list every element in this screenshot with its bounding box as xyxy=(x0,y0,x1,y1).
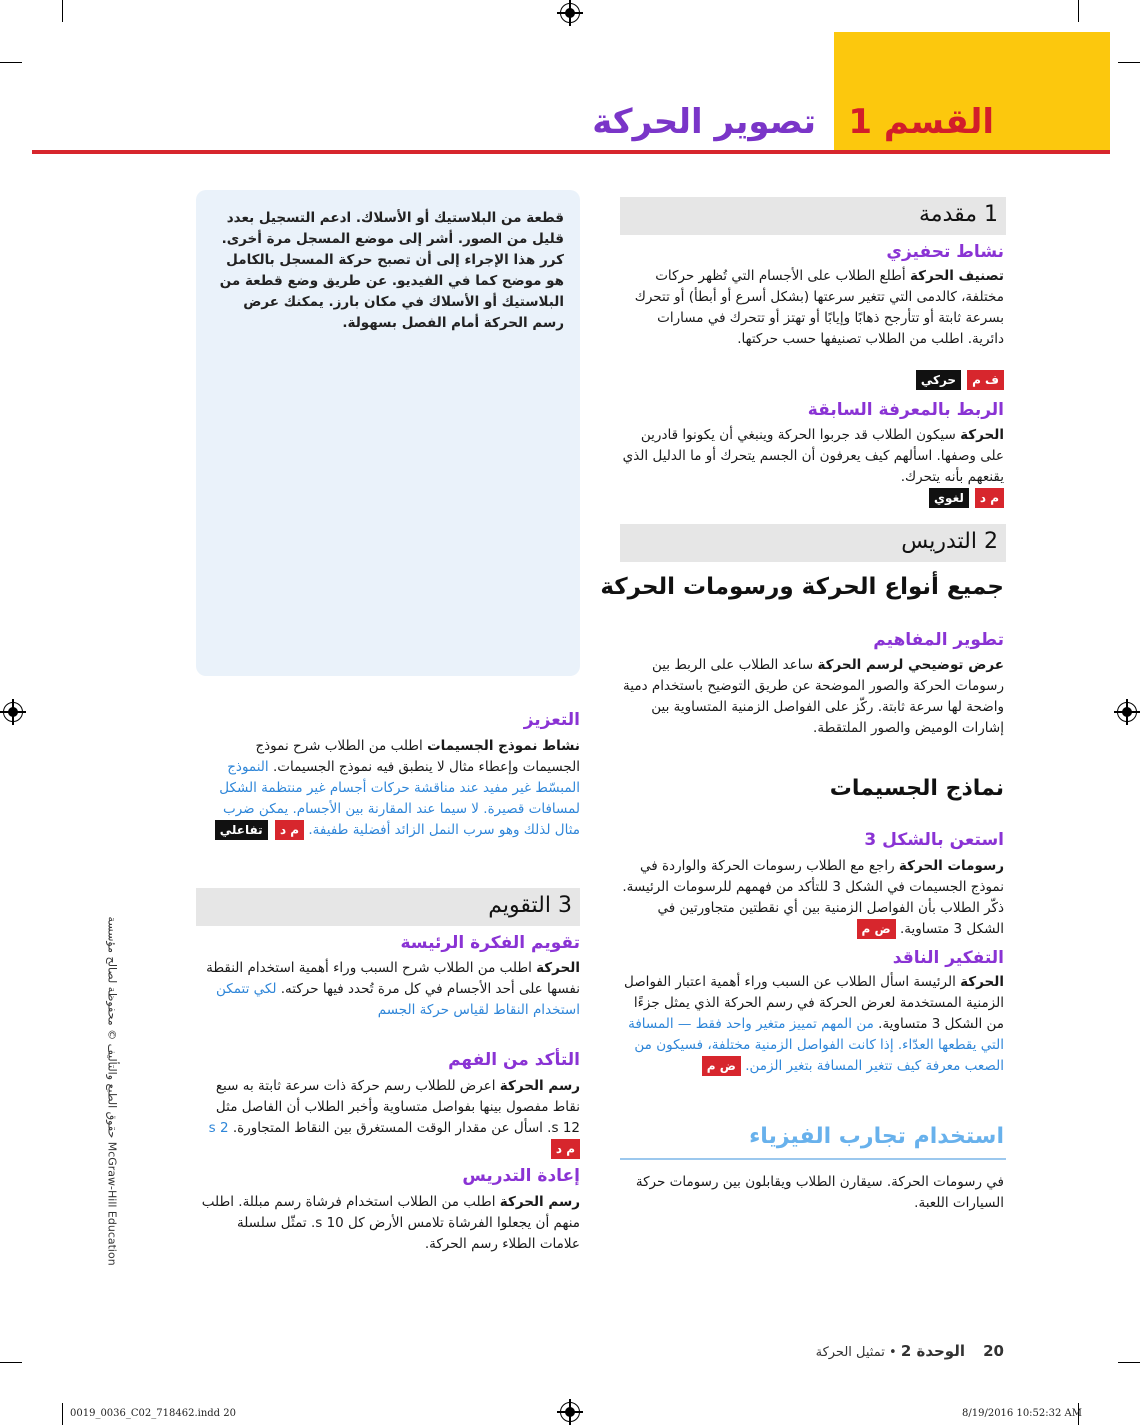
concept-lead: عرض توضيحي لرسم الحركة xyxy=(817,657,1004,673)
activity-heading: نشاط تحفيزي xyxy=(886,242,1004,262)
reinforce-paragraph xyxy=(196,736,580,841)
footer-separator: • xyxy=(889,1345,897,1360)
reteach-paragraph xyxy=(196,1192,580,1255)
reteach-lead: رسم الحركة xyxy=(499,1194,580,1210)
crop-mark xyxy=(62,1403,63,1425)
chapter-label: الوحدة 2 xyxy=(900,1342,965,1360)
badge: لغوي xyxy=(929,488,969,508)
check-paragraph xyxy=(196,1076,580,1160)
lesson-title: تصوير الحركة xyxy=(592,102,816,142)
topic-title: نماذج الجسيمات xyxy=(829,776,1004,801)
registration-mark-icon xyxy=(3,702,23,722)
side-copyright: حقوق الطبع والتأليف © محفوظة لصالح مؤسسة McGraw-Hill Education xyxy=(105,916,119,1266)
activity-lead: تصنيف الحركة xyxy=(909,268,1004,284)
assess-heading: تقويم الفكرة الرئيسة xyxy=(400,933,580,953)
check-text: اعرض للطلاب رسم حركة ذات سرعة ثابتة به سبع نقاط مفصول بينها بفواصل متساوية وأخبر الطلاب أن الفاصل مثل 12 s. اسأل عن مقدار الوقت المستغرق بين النقاط المتجاورة. xyxy=(215,1078,580,1136)
section-title: 3 التقويم xyxy=(488,893,572,918)
figure-heading: استعن بالشكل 3 xyxy=(864,830,1004,850)
note-box xyxy=(196,190,580,676)
assess-lead: الحركة xyxy=(536,960,580,976)
physics-lab-title: استخدام تجارب الفيزياء xyxy=(749,1124,1004,1149)
slug-file: 0019_0036_C02_718462.indd 20 xyxy=(70,1408,236,1419)
section-title: 1 مقدمة xyxy=(918,202,998,227)
prior-knowledge-paragraph xyxy=(620,425,1004,488)
prior-knowledge-text: سيكون الطلاب قد جربوا الحركة وينبغي أن يكونوا قادرين على وصفها. اسألهم كيف يعرفون أن الجسم يتحرك أو ما الدليل الذي يقنعهم بأنه يتحرك. xyxy=(622,427,1004,485)
reinforce-text: اطلب من الطلاب شرح نموذج الجسيمات وإعطاء مثال لا ينطبق فيه نموذج الجسيمات. xyxy=(255,738,580,775)
badge: م د xyxy=(275,820,304,840)
badge: م د xyxy=(975,488,1004,508)
chapter-title: تمثيل الحركة xyxy=(815,1345,885,1360)
critical-answer: من المهم تمييز متغير واحد فقط — المسافة التي يقطعها العدّاء. إذا كانت الفواصل الزمنية مختلفة، فسيكون من الصعب معرفة كيف تتغير المسافة بتغير الزمن. xyxy=(628,1016,1004,1074)
registration-mark-icon xyxy=(560,3,580,23)
critical-lead: الحركة xyxy=(960,974,1004,990)
page-footer xyxy=(816,1342,1004,1360)
section-bar-assess xyxy=(196,888,580,926)
critical-text: الرئيسة اسأل الطلاب عن السبب وراء أهمية اعتبار الفواصل الزمنية المستخدمة لعرض الحركة في رسم الحركة الذي يمثل جزءًا من الشكل 3 متساوية. xyxy=(624,974,1004,1032)
concept-paragraph xyxy=(620,655,1004,739)
concept-text: ساعد الطلاب على الربط بين رسومات الحركة والصور الموضحة عن طريق التوضيح باستخدام دمية واضحة لها سرعة ثابتة. ركّز على الفواصل الزمنية المتساوية بين إشارات الوميض والصور الملتقطة. xyxy=(623,657,1004,736)
physics-lab-rule xyxy=(620,1158,1006,1160)
critical-heading: التفكير الناقد xyxy=(892,948,1004,968)
activity-badges xyxy=(913,370,1004,390)
prior-knowledge-heading: الربط بالمعرفة السابقة xyxy=(807,400,1004,420)
crop-mark xyxy=(1118,62,1140,63)
badge: ض م xyxy=(702,1056,741,1076)
crop-mark xyxy=(1118,1362,1140,1363)
badge: ض م xyxy=(857,919,896,939)
reteach-text: اطلب من الطلاب استخدام فرشاة رسم مبللة. اطلب منهم أن يجعلوا الفرشاة تلامس الأرض كل 10 s. تمثّل سلسلة علامات الطلاء رسم الحركة. xyxy=(201,1194,580,1252)
lesson-label: القسم 1 xyxy=(848,102,994,142)
figure-text: راجع مع الطلاب رسومات الحركة والواردة في نموذج الجسيمات في الشكل 3 للتأكد من فهمهم للرسومات الرئيسة. ذكّر الطلاب بأن الفواصل الزمنية بين أي نقطتين متجاورتين في الشكل 3 متساوية. xyxy=(622,858,1004,937)
check-heading: التأكد من الفهم xyxy=(448,1050,580,1070)
concept-heading: تطوير المفاهيم xyxy=(873,630,1004,650)
section-bar-intro xyxy=(620,197,1006,235)
badge: م د xyxy=(551,1139,580,1159)
page-number: 20 xyxy=(983,1342,1004,1360)
topic-title: جميع أنواع الحركة ورسومات الحركة xyxy=(600,574,1004,600)
check-lead: رسم الحركة xyxy=(499,1078,580,1094)
figure-paragraph xyxy=(620,856,1004,940)
section-bar-teach xyxy=(620,524,1006,562)
check-answer: 2 s xyxy=(208,1120,229,1136)
physics-lab-paragraph: في رسومات الحركة. سيقارن الطلاب ويقابلون بين رسومات حركة السيارات اللعبة. xyxy=(635,1174,1004,1211)
reinforce-heading: التعزيز xyxy=(523,710,580,730)
reinforce-lead: نشاط نموذج الجسيمات xyxy=(427,738,580,754)
crop-mark xyxy=(0,1362,22,1363)
badge: ف م xyxy=(967,370,1004,390)
slug-date: 8/19/2016 10:52:32 AM xyxy=(962,1408,1083,1419)
crop-mark xyxy=(0,62,22,63)
section-title: 2 التدريس xyxy=(901,529,998,554)
badge: تفاعلي xyxy=(215,820,268,840)
assess-answer: لكي تتمكن استخدام النقاط لقياس حركة الجسم xyxy=(215,981,580,1018)
registration-mark-icon xyxy=(1117,702,1137,722)
note-text: قطعة من البلاستيك أو الأسلاك. ادعم التسجيل بعدد قليل من الصور. أشر إلى موضع المسجل مرة أخرى. كرر هذا الإجراء إلى أن تصبح حركة المسجل بالكامل هو موضح كما في الفيديو. عن طريق وضع قطعة من البلاستيك أو الأسلاك في مكان بارز. يمكنك عرض رسم الحركة أمام الفصل بسهولة. xyxy=(219,210,564,331)
badge: حركي xyxy=(916,370,961,390)
activity-text: أطلع الطلاب على الأجسام التي تُظهر حركات مختلفة، كالدمى التي تتغير سرعتها (بشكل أسرع أو أبطأ) أو تتحرك بسرعة ثابتة أو تتأرجح ذهابًا وإيابًا أو تهتز أو تتحرك في مسارات دائرية. اطلب من الطلاب تصنيفها حسب حركتها. xyxy=(634,268,1004,347)
figure-lead: رسومات الحركة xyxy=(898,858,1004,874)
critical-paragraph xyxy=(620,972,1004,1077)
registration-mark-icon xyxy=(560,1402,580,1422)
header-rule xyxy=(32,150,1110,154)
reinforce-answer: النموذج المبسّط غير مفيد عند مناقشة حركات أجسام غير منتظمة الشكل لمسافات قصيرة. لا سيما عند المقارنة بين الأجسام. يمكن ضرب مثال لذلك وهو سرب النمل الزائد أفضلية طفيفة. xyxy=(219,759,580,838)
assess-text: اطلب من الطلاب شرح السبب وراء أهمية استخدام النقطة نفسها على أحد الأجسام في كل مرة تُحدد فيها حركته. xyxy=(206,960,580,997)
assess-paragraph xyxy=(196,958,580,1021)
activity-paragraph xyxy=(620,266,1004,350)
crop-mark xyxy=(62,0,63,22)
prior-knowledge-badges xyxy=(926,488,1004,508)
reteach-heading: إعادة التدريس xyxy=(462,1166,580,1186)
prior-knowledge-lead: الحركة xyxy=(960,427,1004,443)
crop-mark xyxy=(1078,0,1079,22)
